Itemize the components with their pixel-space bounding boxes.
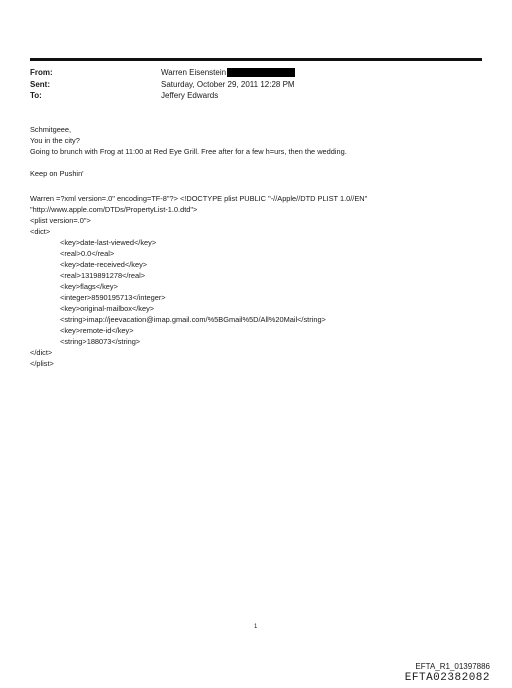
xml-line: </dict> [30, 348, 53, 357]
to-value: Jeffery Edwards [161, 91, 219, 100]
header-rule [30, 58, 482, 61]
from-value [161, 68, 295, 78]
message-line: Going to brunch with Frog at 11:00 at Red Eye Grill. Free after for a few h=urs, then the wedding. [30, 147, 347, 156]
from-name: Warren Eisenstein [161, 68, 227, 77]
sent-value: Saturday, October 29, 2011 12:28 PM [161, 80, 295, 89]
xml-line: <plist version=.0"> [30, 216, 91, 225]
xml-line: <dict> [30, 227, 51, 236]
efta-stamp-large: EFTA02382082 [404, 672, 490, 684]
xml-block [30, 193, 367, 369]
sent-label: Sent: [30, 80, 50, 89]
xml-line: <key>original-mailbox</key> [60, 304, 155, 313]
xml-line: <integer>8590195713</integer> [60, 293, 166, 302]
to-label: To: [30, 91, 42, 100]
xml-line: <string>188073</string> [60, 337, 141, 346]
xml-line: Warren =?xml version=.0" encoding=TF-8"?> <!DOCTYPE plist PUBLIC "-//Apple//DTD PLIST 1.0//EN" [30, 194, 368, 203]
page-number: 1 [254, 624, 258, 630]
from-label: From: [30, 68, 53, 77]
efta-stamp-small: EFTA_R1_01397886 [415, 662, 490, 671]
message-line: Schmitgeee, [30, 125, 72, 134]
xml-line: <real>1319891278</real> [60, 271, 146, 280]
xml-line: <real>0.0</real> [60, 249, 115, 258]
xml-line: <key>date-last-viewed</key> [60, 238, 157, 247]
xml-line: <key>flags</key> [60, 282, 118, 291]
message-signoff: Keep on Pushin' [30, 169, 84, 178]
message-greeting [30, 124, 347, 157]
xml-line: <key>date-received</key> [60, 260, 148, 269]
message-line: You in the city? [30, 136, 80, 145]
xml-line: <string>imap://jeevacation@imap.gmail.com/%5BGmail%5D/All%20Mail</string> [60, 315, 326, 324]
xml-line: <key>remote-id</key> [60, 326, 134, 335]
xml-line: </plist> [30, 359, 54, 368]
xml-line: "http://www.apple.com/DTDs/PropertyList-1.0.dtd"> [30, 205, 198, 214]
redaction-box [227, 68, 295, 77]
